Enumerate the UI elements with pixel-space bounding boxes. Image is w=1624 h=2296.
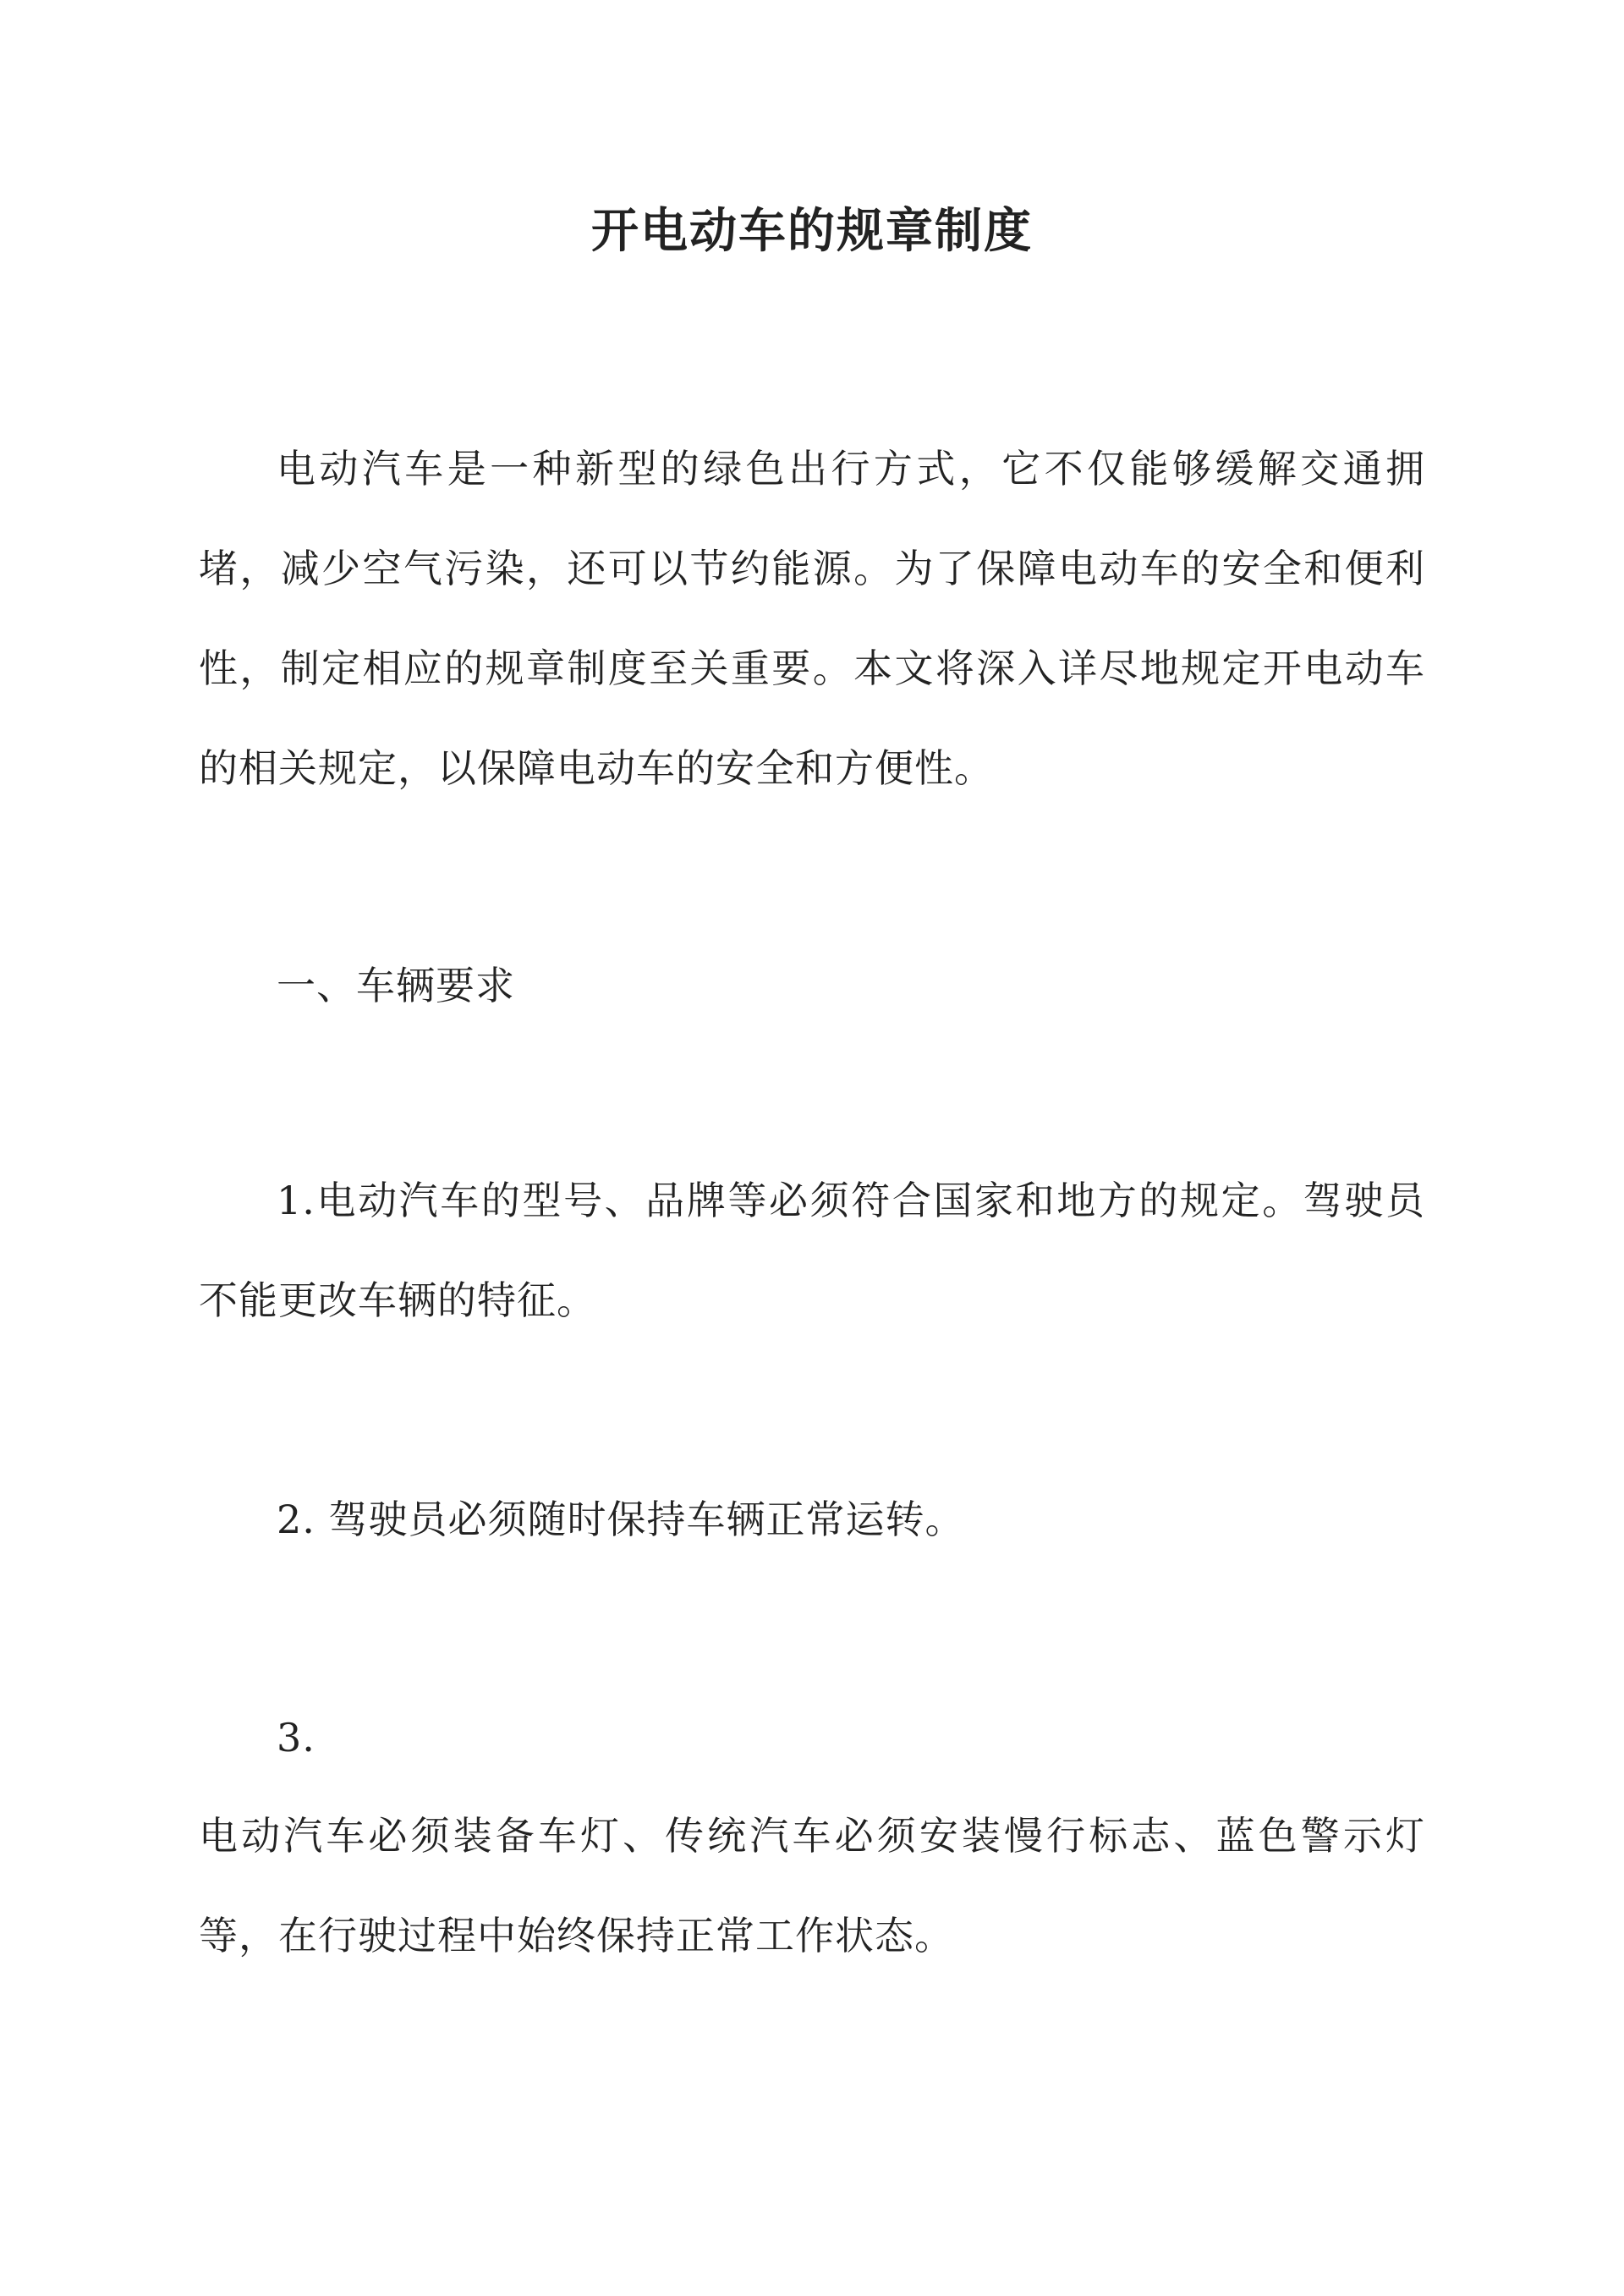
- intro-paragraph: 电动汽车是一种新型的绿色出行方式，它不仅能够缓解交通拥堵，减少空气污染，还可以节约能源。为了保障电动车的安全和便利性，制定相应的规章制度至关重要。本文将深入详尽地规定开电动车的相关规定，以保障电动车的安全和方便性。: [199, 446, 1425, 791]
- rule-item-1: 1.电动汽车的型号、品牌等必须符合国家和地方的规定。驾驶员不能更改车辆的特征。: [199, 1178, 1425, 1323]
- rule-item-3-body: 电动汽车必须装备车灯、传统汽车必须安装慢行标志、蓝色警示灯等，在行驶过程中始终保持正常工作状态。: [199, 1813, 1425, 1958]
- section-heading: 一、车辆要求: [277, 963, 515, 1008]
- document-title: 开电动车的规章制度: [591, 203, 1033, 259]
- rule-item-2: 2. 驾驶员必须随时保持车辆正常运转。: [277, 1497, 965, 1542]
- rule-item-3-number: 3.: [277, 1715, 315, 1760]
